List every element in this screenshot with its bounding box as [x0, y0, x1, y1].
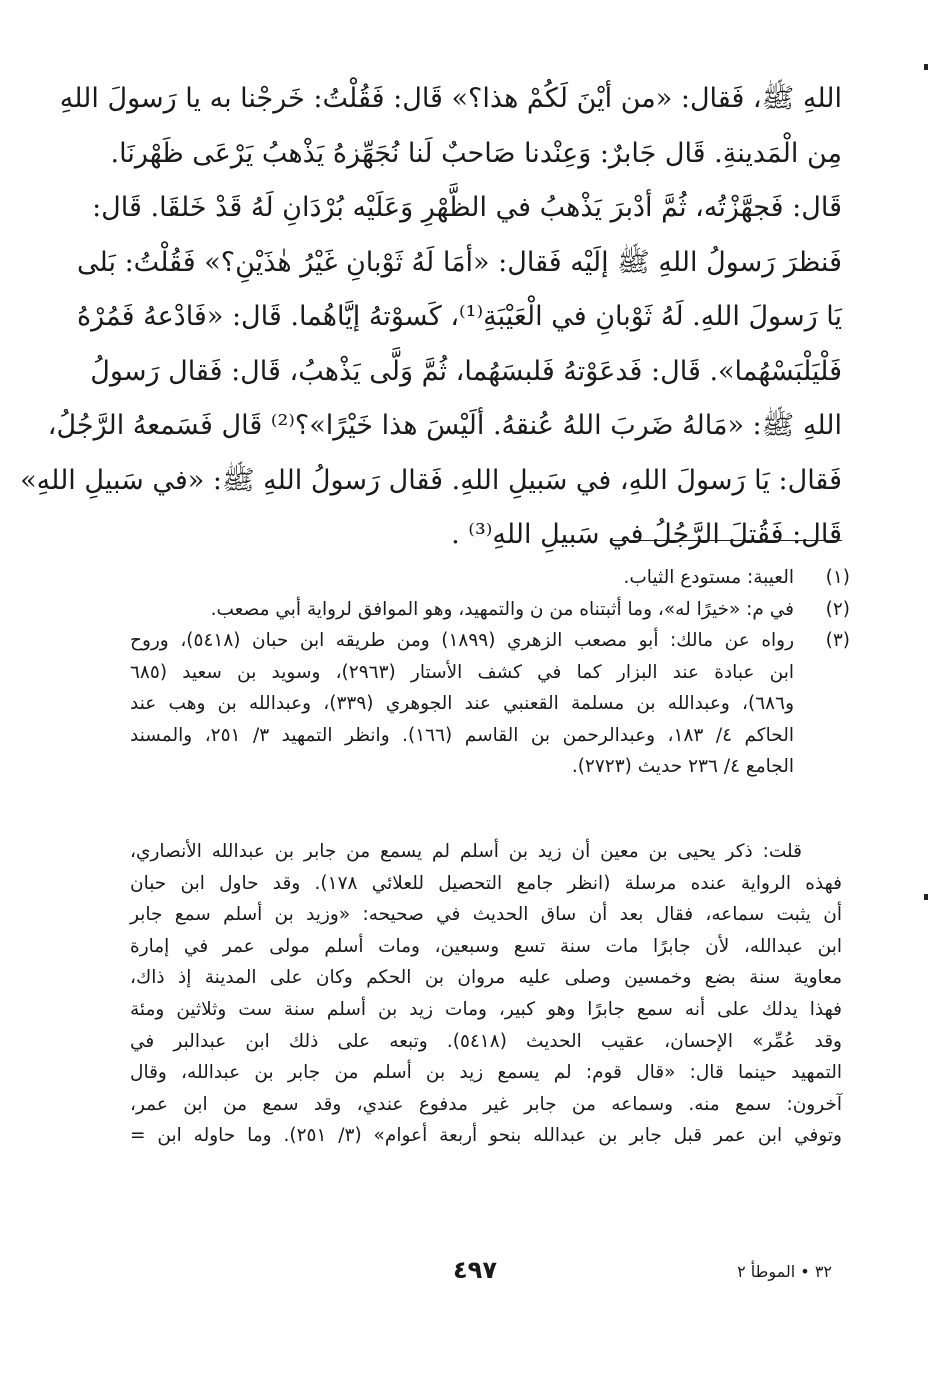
main-text-line: فَقال: يَا رَسولَ اللهِ، في سَبيلِ اللهِ. فَقال رَسولُ اللهِ ﷺ: «في سَبيلِ اللهِ»	[20, 464, 842, 496]
commentary-line: التمهيد حينما قال: «قال قوم: لم يسمع زيد بن أسلم من جابر بن عبدالله، وقال	[130, 1062, 842, 1084]
footnotes-block	[130, 562, 850, 783]
main-text-line: فَنظرَ رَسولُ اللهِ ﷺ إلَيْه فَقال: «أمَا لَهُ ثَوْبانِ غَيْرُ هٰذَيْنِ؟» فَقُلْتُ: بَلى	[77, 246, 842, 278]
footnote-divider	[610, 540, 842, 541]
main-text-line: مِن الْمَدينةِ. قَال جَابرٌ: وَعِنْدنا صَاحبٌ لَنا نُجَهِّزهُ يَذْهبُ يَرْعَى ظَهْرنَا.	[110, 137, 842, 169]
footnote-line: رواه عن مالك: أبو مصعب الزهري (١٨٩٩) ومن طريقه ابن حبان (٥٤١٨)، وروح	[130, 630, 795, 651]
commentary-block	[130, 836, 842, 1152]
footnote-3	[130, 625, 850, 783]
main-text-line: اللهِ ﷺ: «مَالهُ ضَربَ اللهُ عُنقهُ. ألَيْسَ هذا خَيْرًا»؟⁽²⁾ قَال فَسَمعهُ الرَّجُلُ،	[47, 410, 842, 441]
main-text-line: فَلْيَلْبَسْهُما». قَال: فَدعَوْتهُ فَلبسَهُما، ثُمَّ وَلَّى يَذْهبُ، قَال: فَقال رَسولُ	[90, 355, 842, 387]
footnote-line: في م: «خيرًا له»، وما أثبتناه من ن والتمهيد، وهو الموافق لرواية أبي مصعب.	[210, 598, 794, 620]
footnote-line: الحاكم ٤/ ١٨٣، وعبدالرحمن بن القاسم (١٦٦). وانظر التمهيد ٣/ ٢٥١، والمسند	[130, 724, 794, 746]
commentary-line: ابن عبدالله، لأن جابرًا مات سنة تسع وسبعين، ومات أسلم مولى عمر في إمارة	[130, 935, 842, 957]
commentary-line: قلت: ذكر يحيى بن معين أن زيد بن أسلم لم يسمع من جابر بن عبدالله الأنصاري،	[130, 841, 802, 862]
commentary-line: فهذه الرواية عنده مرسلة (انظر جامع التحصيل للعلائي ١٧٨). وقد حاول ابن حبان	[130, 872, 843, 894]
commentary-line: أن يثبت سماعه، فقال بعد أن ساق الحديث في صحيحه: «وزيد بن أسلم سمع جابر	[130, 904, 842, 926]
footnote-number: (١)	[825, 567, 850, 588]
main-text-line: اللهِ ﷺ، فَقال: «من أيْنَ لَكُمْ هذا؟» قَال: فَقُلْتُ: خَرجْنا به يا رَسولَ اللهِ	[59, 83, 842, 114]
commentary-line: وتوفي ابن عمر قبل جابر بن عبدالله بنحو أربعة أعوام» (٣/ ٢٥١). وما حاوله ابن =	[130, 1125, 842, 1147]
main-text-line: قَال: فَجهَّزْتُه، ثُمَّ أدْبرَ يَذْهبُ في الظَّهْرِ وَعَلَيْه بُرْدَانِ لَهُ قَدْ خَلقَا. قَال:	[92, 192, 842, 223]
scan-mark	[924, 64, 928, 70]
main-text-block	[20, 72, 842, 563]
main-text-line: قَال: فَقُتلَ الرَّجُلُ في سَبيلِ اللهِ⁽³⁾ .	[451, 519, 842, 550]
footnote-line: ابن عبادة عند البزار كما في كشف الأستار (٢٩٦٣)، وسويد بن سعيد (٦٨٥	[130, 661, 794, 683]
commentary-line: آخرون: سمع منه. وسماعه من جابر غير مدفوع عندي، وقد سمع من ابن عمر،	[130, 1093, 842, 1115]
commentary-line: وقد عُمِّر» الإحسان، عقيب الحديث (٥٤١٨). وتبعه على ذلك ابن عبدالبر في	[130, 1030, 842, 1052]
footnote-1	[130, 562, 850, 594]
footnote-line: و٦٨٦)، وعبدالله بن مسلمة القعنبي عند الجوهري (٣٣٩)، وعبدالله بن وهب عند	[130, 693, 794, 714]
footnote-line: الجامع ٤/ ٢٣٦ حديث (٢٧٢٣).	[571, 756, 794, 777]
footnote-number: (٢)	[825, 598, 850, 620]
commentary-line: معاوية سنة بضع وخمسين وصلى عليه مروان بن الحكم وكان على المدينة إذ ذاك،	[130, 967, 842, 989]
main-text-line: يَا رَسولَ اللهِ. لَهُ ثَوْبانِ في الْعَيْبَةِ⁽¹⁾، كَسوْتهُ إيَّاهُما. قَال: «فَادْعهُ فَمُرْهُ	[76, 301, 842, 332]
printer-signature: ٣٢ • الموطأ ٢	[737, 1262, 832, 1281]
footnote-line: العيبة: مستودع الثياب.	[623, 567, 794, 588]
commentary-line: فهذا يدلك على أنه سمع جابرًا وهو كبير، ومات زيد بن أسلم سنة ست وثلاثين ومئة	[130, 998, 842, 1020]
page-number: ٤٩٧	[453, 1256, 497, 1284]
footnote-number: (٣)	[825, 630, 850, 651]
footnote-2	[130, 594, 850, 626]
scan-mark	[924, 894, 928, 900]
